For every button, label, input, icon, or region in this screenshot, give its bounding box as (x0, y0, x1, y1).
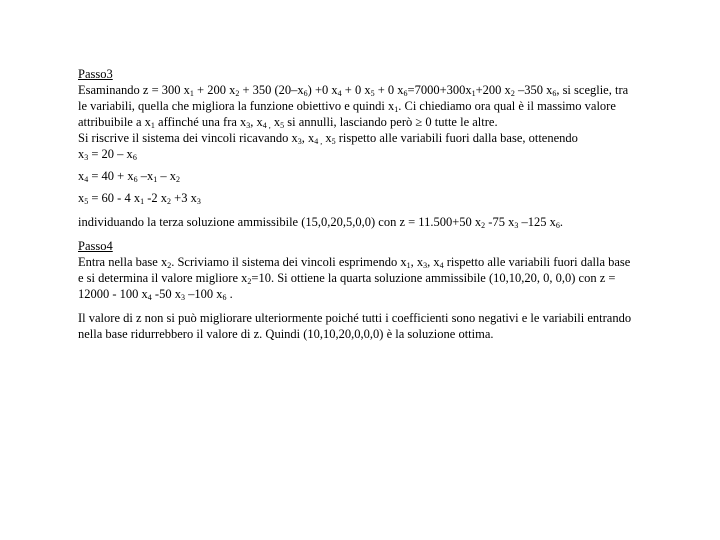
subscript: 5 (84, 197, 89, 206)
step3-rewrite-paragraph: Si riscrive il sistema dei vincoli ricavando $x_3$, $x_{4 ,}$ $x_5$ rispetto alle variabili fuori dalla base, ottenendo (78, 131, 578, 146)
subscript: 1 (140, 197, 145, 206)
subscript: 1 (394, 105, 399, 114)
subscript: 3 (423, 261, 428, 270)
step4-paragraph: Entra nella base $x_2$. Scriviamo il sistema dei vincoli esprimendo $x_1$, $x_3$, $x_4$ rispetto alle variabili fuori dalla base e si determina il valore migliore $x_2=10$. Si ottiene la quarta soluzione ammissibile (10,10,20, 0, 0,0) con z = 12000 - 100 $x_4$ -50 $x_3$ –100 $x_6$ . (78, 255, 631, 302)
subscript: 6 (303, 89, 308, 98)
subscript: 4 , (314, 137, 323, 146)
subscript: 3 (514, 221, 519, 230)
subscript: 6 (403, 89, 408, 98)
subscript: 5 (331, 137, 336, 146)
step3-heading: Passo3 (78, 67, 113, 81)
equation-x5: $x_5 = 60 - 4$ $x_1$ -2 $x_2 +3$ $x_3$ (78, 191, 201, 206)
step3-paragraph: Esaminando z = 300 $x_1 + 200$ $x_2 + 350$ $(20-x_6) +0$ $x_4 + 0$ $x_5 + 0$ $x_6=7000+300x_1+200$ $x_2$ –350 $x_6$, si sceglie, tra le variabili, quella che migliora la funzione obiettivo e quindi $x_1$. Ci chiediamo ora qual è il massimo valore attribuibile a $x_1$ affinché una fra $x_3$, $x_{4 ,}$ $x_5$ si annulli, lasciando però ≥ 0 tutte le altre. (78, 83, 629, 130)
subscript: 3 (84, 153, 89, 162)
equation-x4: $x_4 = 40 + x_6$ $-x_1 - x_2$ (78, 169, 180, 184)
subscript: 6 (222, 293, 227, 302)
equation-x3: $x_3 = 20 - x_6$ (78, 147, 137, 162)
subscript: 2 (167, 261, 172, 270)
subscript: 2 (247, 277, 252, 286)
final-paragraph: Il valore di z non si può migliorare ulteriormente poiché tutti i coefficienti sono negativi e le variabili entrando nella base ridurrebbero il valore di z. Quindi (10,10,20,0,0,0) è la soluzione ottima. (78, 311, 632, 341)
subscript: 1 (471, 89, 476, 98)
subscript: 5 (280, 121, 285, 130)
subscript: 2 (481, 221, 486, 230)
subscript: 3 (297, 137, 302, 146)
subscript: 4 (439, 261, 444, 270)
subscript: 4 (337, 89, 342, 98)
step3-conclusion: individuando la terza soluzione ammissibile (15,0,20,5,0,0) con z = 11.500+50 $x_2$ -75 $x_3$ –125 $x_6$. (78, 215, 563, 230)
subscript: 1 (406, 261, 411, 270)
step4-heading: Passo4 (78, 239, 113, 253)
subscript: 4 , (262, 121, 271, 130)
subscript: 4 (147, 293, 152, 302)
document-body (78, 66, 638, 342)
subscript: 2 (510, 89, 515, 98)
subscript: 2 (235, 89, 240, 98)
subscript: 5 (370, 89, 375, 98)
subscript: 6 (132, 153, 137, 162)
subscript: 1 (189, 89, 194, 98)
subscript: 6 (555, 221, 560, 230)
subscript: 3 (246, 121, 251, 130)
subscript: 4 (84, 175, 89, 184)
subscript: 2 (167, 197, 172, 206)
subscript: 1 (153, 175, 158, 184)
subscript: 6 (133, 175, 138, 184)
subscript: 1 (150, 121, 155, 130)
subscript: 3 (196, 197, 201, 206)
subscript: 6 (552, 89, 557, 98)
subscript: 2 (175, 175, 180, 184)
subscript: 3 (180, 293, 185, 302)
